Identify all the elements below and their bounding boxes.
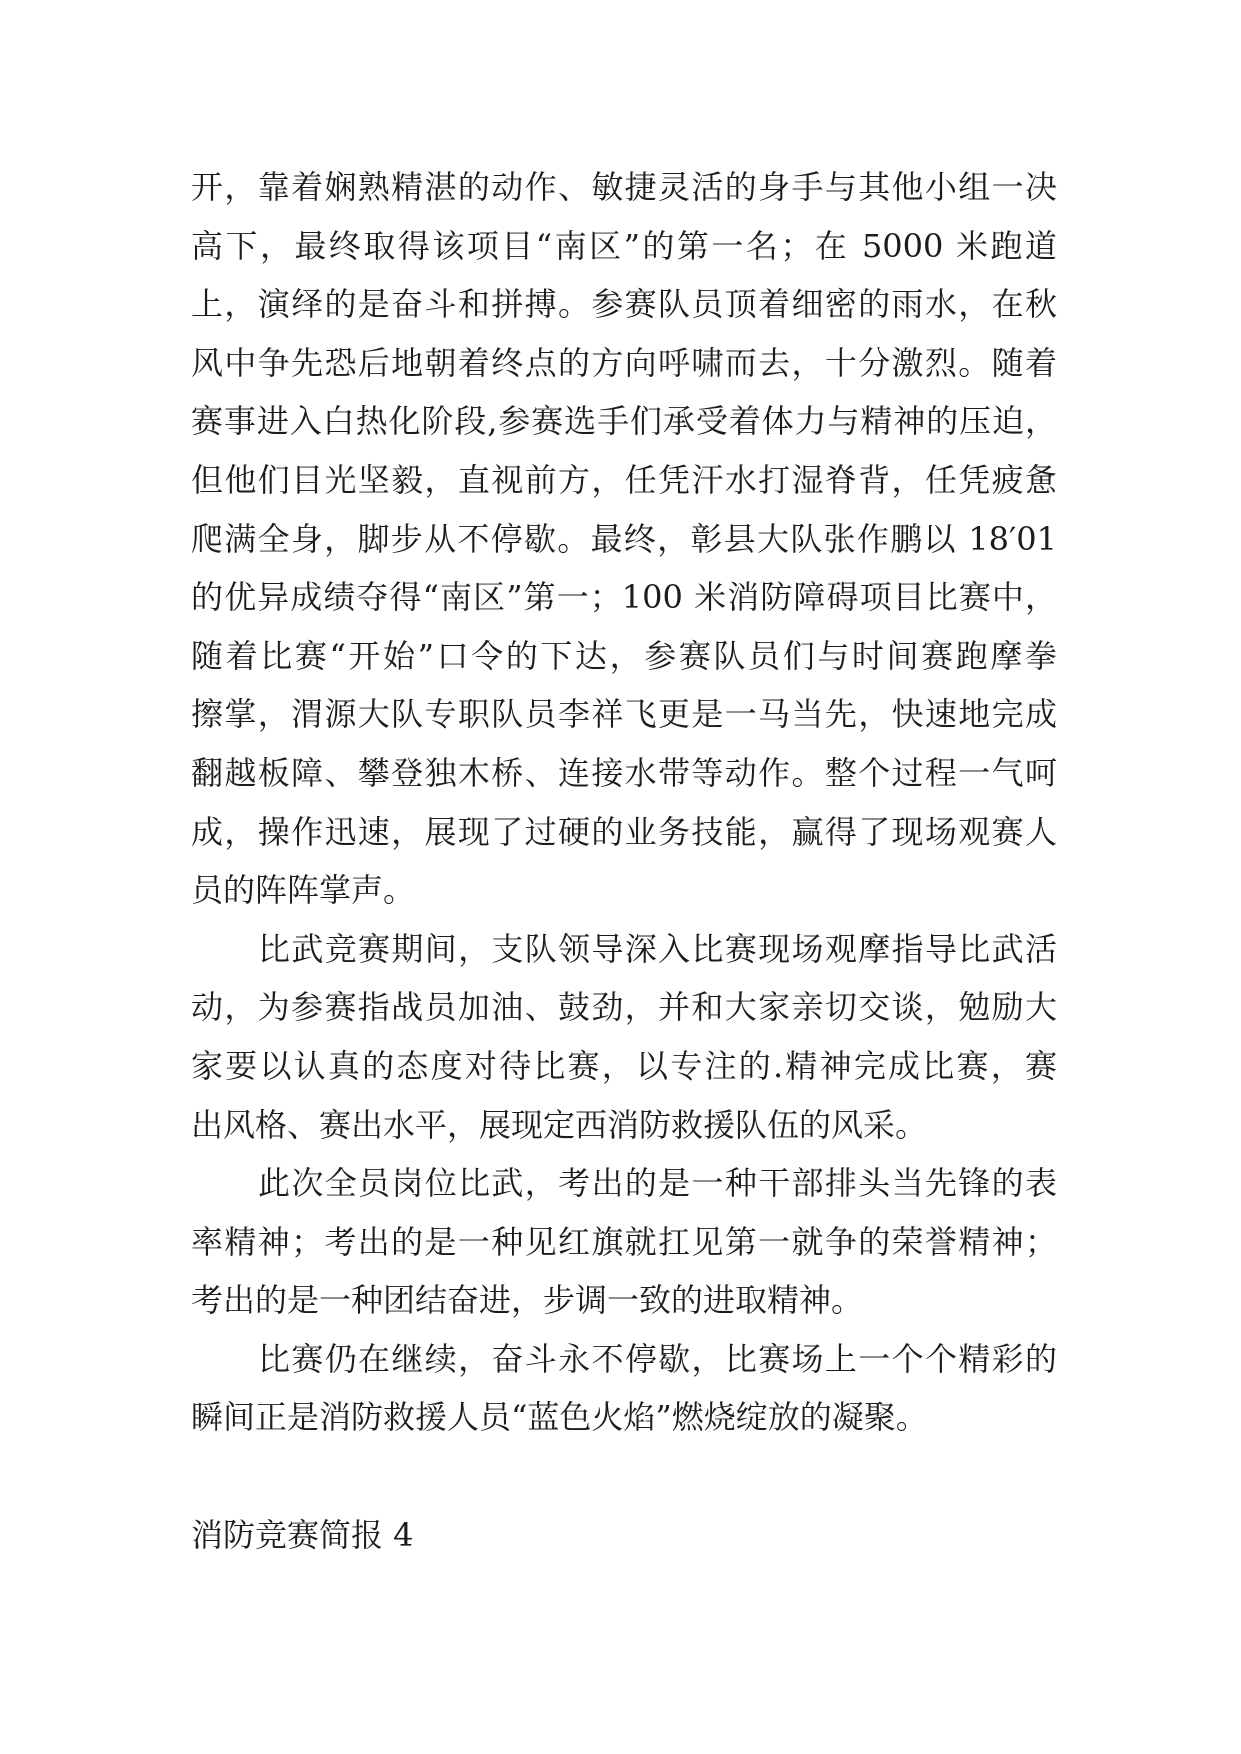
text-line: 比赛仍在继续，奋斗永不停歇，比赛场上一个个精彩的 — [258, 1339, 1057, 1378]
text-line: 瞬间正是消防救援人员“蓝色火焰”燃烧绽放的凝聚。 — [191, 1398, 928, 1437]
text-line: 高下，最终取得该项目“南区”的第一名；在 5000 米跑道 — [191, 226, 1057, 265]
section-title: 消防竞赛简报 4 — [191, 1515, 414, 1554]
text-line: 出风格、赛出水平，展现定西消防救援队伍的风采。 — [191, 1105, 928, 1144]
paragraph-leader-guidance — [191, 920, 1057, 1154]
text-line: 开，靠着娴熟精湛的动作、敏捷灵活的身手与其他小组一决 — [191, 168, 1057, 206]
text-line: 比武竞赛期间，支队领导深入比赛现场观摩指导比武活 — [258, 929, 1057, 968]
text-line: 爬满全身，脚步从不停歇。最终，彰县大队张作鹏以 18′01 — [191, 519, 1057, 558]
text-line: 成，操作迅速，展现了过硬的业务技能，赢得了现场观赛人 — [191, 812, 1057, 851]
text-line: 员的阵阵掌声。 — [191, 871, 416, 910]
text-line: 翻越板障、攀登独木桥、连接水带等动作。整个过程一气呵 — [191, 753, 1057, 792]
text-line: 率精神；考出的是一种见红旗就扛见第一就争的荣誉精神； — [191, 1222, 1057, 1261]
text-line: 家要以认真的态度对待比赛，以专注的.精神完成比赛，赛 — [191, 1046, 1057, 1085]
text-line: 赛事进入白热化阶段,参赛选手们承受着体力与精神的压迫， — [191, 402, 1057, 441]
text-line: 考出的是一种团结奋进，步调一致的进取精神。 — [191, 1281, 864, 1320]
text-line: 随着比赛“开始”口令的下达，参赛队员们与时间赛跑摩拳 — [191, 636, 1057, 675]
text-line: 此次全员岗位比武，考出的是一种干部排头当先锋的表 — [258, 1164, 1057, 1203]
text-line: 擦掌，渭源大队专职队员李祥飞更是一马当先，快速地完成 — [191, 695, 1057, 734]
text-line: 但他们目光坚毅，直视前方，任凭汗水打湿脊背，任凭疲惫 — [191, 460, 1057, 499]
text-line: 动，为参赛指战员加油、鼓劲，并和大家亲切交谈，勉励大 — [191, 988, 1057, 1027]
text-line: 风中争先恐后地朝着终点的方向呼啸而去，十分激烈。随着 — [191, 343, 1057, 382]
text-line: 的优异成绩夺得“南区”第一；100 米消防障碍项目比赛中， — [191, 578, 1057, 617]
paragraph-spirit — [191, 1154, 1057, 1330]
text-line: 上，演绎的是奋斗和拼搏。参赛队员顶着细密的雨水，在秋 — [191, 285, 1057, 324]
document-body — [191, 158, 1057, 1564]
paragraph-continuation — [191, 158, 1057, 920]
paragraph-conclusion — [191, 1330, 1057, 1447]
